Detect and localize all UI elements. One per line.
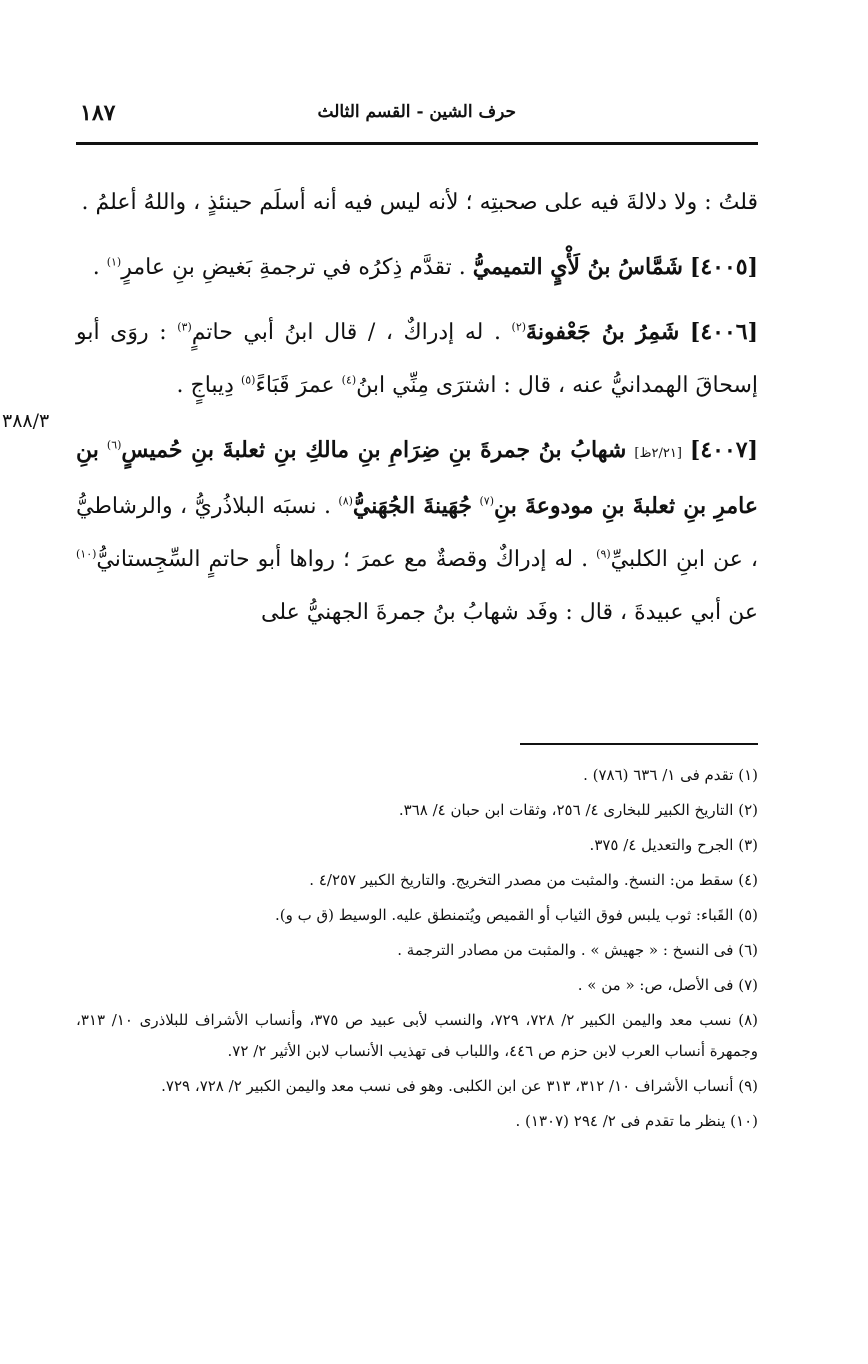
footnote-separator bbox=[520, 743, 758, 745]
entry-number: [٤٠٠٧] bbox=[689, 437, 759, 463]
entry-name-cont: جُهَينةَ الجُهَنيُّ bbox=[352, 493, 473, 519]
footnote-marker: (٨) bbox=[338, 494, 353, 508]
footnote-1: (١) تقدم فى ١/ ٦٣٦ (٧٨٦) . bbox=[583, 766, 758, 784]
footnotes bbox=[76, 760, 758, 1137]
footnote-marker: (٥) bbox=[240, 373, 256, 387]
footnote-marker: (١) bbox=[106, 255, 122, 269]
footnote-4: (٤) سقط من: النسخ. والمثبت من مصدر التخريج. والتاريخ الكبير ٤/٢٥٧ . bbox=[309, 871, 758, 889]
entry-number: [٤٠٠٦] bbox=[689, 319, 759, 345]
footnote-8: (٨) نسب معد واليمن الكبير ٢/ ٧٢٨، ٧٢٩، والنسب لأبى عبيد ص ٣٧٥، وأنساب الأشراف للبلاذرى ١٠/ ٣١٣، وجمهرة أنساب العرب لابن حزم ص ٤٤٦، واللباب فى تهذيب الأنساب لابن الأثير ٢/ ٧٢. bbox=[76, 1011, 758, 1060]
page-number: ١٨٧ bbox=[80, 100, 116, 126]
entry-text: . تقدَّم ذِكرُه في ترجمةِ بَغيضِ بنِ عامرٍ bbox=[121, 255, 466, 280]
entry-name-cont: بنِ عامرِ بنِ ثعلبةَ بنِ مودوعةَ بنِ bbox=[76, 437, 758, 519]
entry-name: شَمِرُ بنُ جَعْفونةَ bbox=[526, 319, 680, 345]
main-text bbox=[76, 176, 758, 639]
footnote-10: (١٠) ينظر ما تقدم فى ٢/ ٢٩٤ (١٣٠٧) . bbox=[515, 1112, 758, 1130]
entry-text: عن أبي عبيدةَ ، قال : وفَد شهابُ بنُ جمرةَ الجهنيُّ على bbox=[261, 600, 758, 625]
entry-4005 bbox=[76, 241, 758, 294]
entry-name: شهابُ بنُ جمرةَ بنِ ضِرَامِ بنِ مالكِ بنِ ثعلبةَ بنِ حُميسٍ bbox=[121, 437, 627, 463]
footnote-marker: (٢) bbox=[511, 320, 527, 334]
footnote-2: (٢) التاريخ الكبير للبخارى ٤/ ٢٥٦، وثقات ابن حبان ٤/ ٣٦٨. bbox=[398, 801, 758, 819]
entry-text: : روَى أبو إسحاقَ الهمدانيُّ عنه ، قال : اشترَى مِنِّي ابنُ bbox=[76, 320, 758, 398]
entry-text-end: . bbox=[92, 255, 100, 280]
entry-text: . نسبَه البلاذُريُّ ، والرشاطيُّ ، عن ابنِ الكلبيِّ bbox=[76, 494, 759, 572]
header-rule bbox=[76, 142, 758, 145]
footnote-marker: (٤) bbox=[341, 373, 357, 387]
footnote-5: (٥) القَباء: ثوب يلبس فوق الثياب أو القميص ويُتمنطق عليه. الوسيط (ق ب و). bbox=[275, 906, 758, 924]
entry-number: [٤٠٠٥] bbox=[689, 254, 758, 280]
footnote-marker: (١٠) bbox=[76, 547, 97, 561]
footnote-7: (٧) فى الأصل، ص: « من » . bbox=[577, 976, 758, 994]
entry-text: . له إدراكٌ وقصةٌ مع عمرَ ؛ رواها أبو حاتمٍ السِّجِستانيُّ bbox=[96, 547, 589, 572]
footnote-marker: (٣) bbox=[177, 320, 192, 334]
manuscript-ref: [٢/٢١ظ] bbox=[634, 446, 682, 461]
running-header bbox=[76, 98, 756, 138]
footnote-marker: (٦) bbox=[106, 438, 122, 452]
footnote-6: (٦) فى النسخ : « جهيش » . والمثبت من مصادر الترجمة . bbox=[397, 941, 758, 959]
entry-text: دِيباجٍ . bbox=[176, 373, 234, 398]
footnote-3: (٣) الجرح والتعديل ٤/ ٣٧٥. bbox=[589, 836, 758, 854]
footnote-marker: (٩) bbox=[596, 547, 611, 561]
entry-4006 bbox=[76, 306, 758, 412]
running-title: حرف الشين - القسم الثالث bbox=[317, 102, 516, 122]
footnote-marker: (٧) bbox=[479, 494, 494, 508]
entry-name: شَمَّاسُ بنُ لَأْيٍ التميميُّ bbox=[472, 254, 683, 280]
entry-text: عمرَ قَبَاءً bbox=[255, 373, 335, 398]
margin-reference: ٣٨٨/٣ bbox=[2, 410, 50, 432]
paragraph-intro: قلتُ : ولا دلالةَ فيه على صحبتِه ؛ لأنه ليس فيه أنه أسلَم حينئذٍ ، واللهُ أعلمُ . bbox=[81, 190, 758, 215]
entry-text: . له إدراكٌ ، / قال ابنُ أبي حاتمٍ bbox=[191, 320, 501, 345]
entry-4007 bbox=[76, 424, 758, 639]
footnote-9: (٩) أنساب الأشراف ١٠/ ٣١٢، ٣١٣ عن ابن الكلبى. وهو فى نسب معد واليمن الكبير ٢/ ٧٢٨، ٧٢٩. bbox=[161, 1077, 758, 1095]
